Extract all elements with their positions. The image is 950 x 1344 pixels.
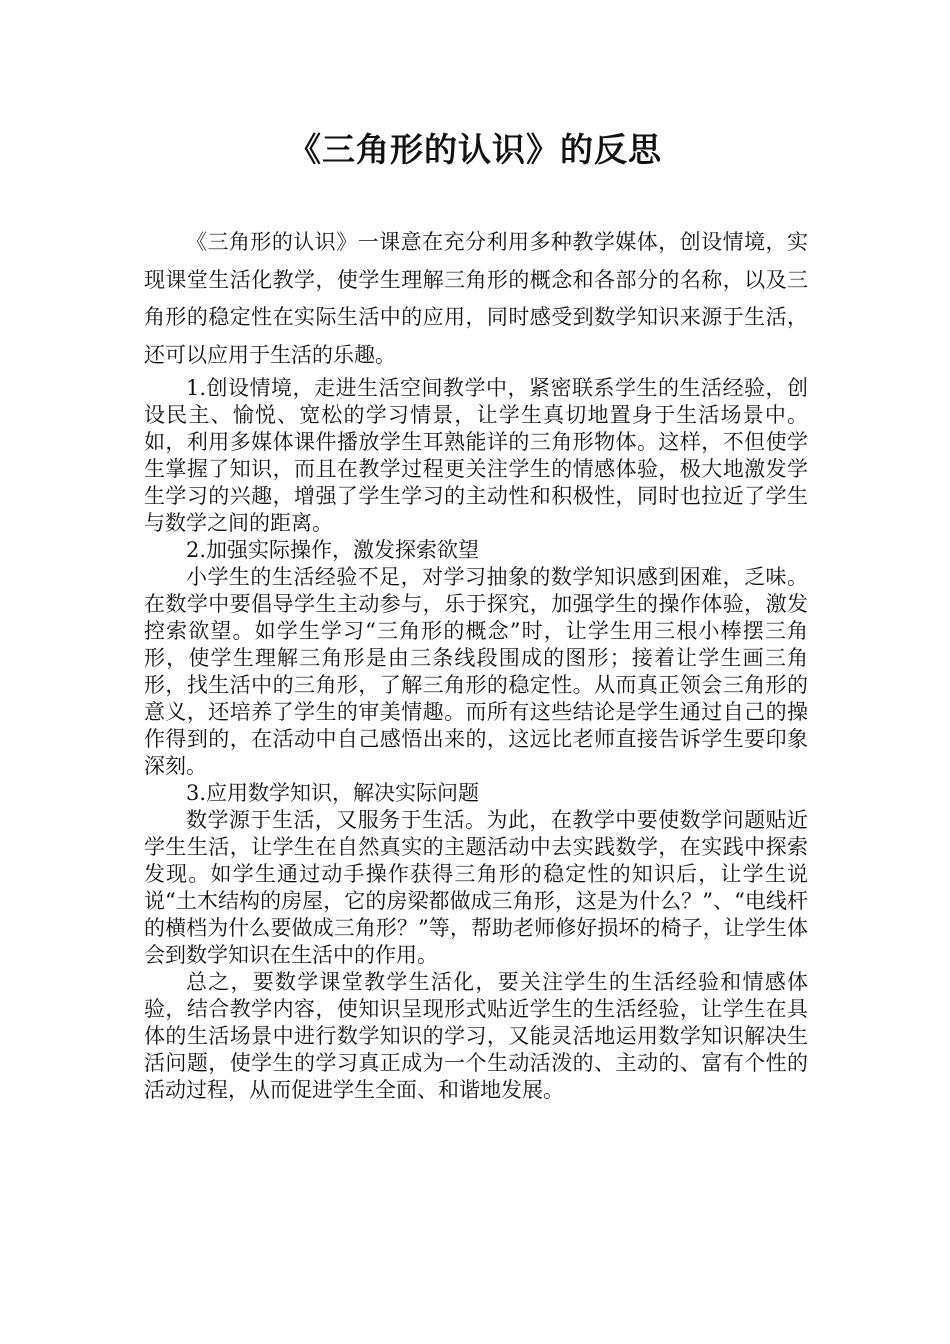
section-1-paragraph: 1.创设情境，走进生活空间教学中，紧密联系学生的生活经验，创设民主、愉悦、宽松的学习情景，让学生真切地置身于生活场景中。如，利用多媒体课件播放学生耳熟能详的三角形物体。这样，不但使学生掌握了知识，而且在教学过程更关注学生的情感体验，极大地激发学生学习的兴趣，增强了学生学习的主动性和积极性，同时也拉近了学生与数学之间的距离。 <box>144 376 808 535</box>
section-2-heading: 2.加强实际操作，激发探索欲望 <box>186 538 480 562</box>
section-3-heading: 3.应用数学知识，解决实际问题 <box>186 781 480 805</box>
conclusion-paragraph: 总之，要数学课堂教学生活化，要关注学生的生活经验和情感体验，结合教学内容，使知识呈现形式贴近学生的生活经验，让学生在具体的生活场景中进行数学知识的学习，又能灵活地运用数学知识解决生活问题，使学生的学习真正成为一个生动活泼的、主动的、富有个性的活动过程，从而促进学生全面、和谐地发展。 <box>144 970 808 1102</box>
intro-paragraph: 《三角形的认识》一课意在充分利用多种教学媒体，创设情境，实现课堂生活化教学，使学生理解三角形的概念和各部分的名称，以及三角形的稳定性在实际生活中的应用，同时感受到数学知识来源于生活，还可以应用于生活的乐趣。 <box>144 230 808 367</box>
document-body <box>144 375 808 1104</box>
section-3-paragraph: 数学源于生活，又服务于生活。为此，在教学中要使数学问题贴近学生生活，让学生在自然真实的主题活动中去实践数学，在实践中探索发现。如学生通过动手操作获得三角形的稳定性的知识后，让学生说说“土木结构的房屋，它的房梁都做成三角形，这是为什么？”、“电线杆的横档为什么要做成三角形？”等，帮助老师修好损坏的椅子，让学生体会到数学知识在生活中的作用。 <box>144 808 808 967</box>
document-title: 《三角形的认识》的反思 <box>288 130 662 169</box>
section-2-paragraph: 小学生的生活经验不足，对学习抽象的数学知识感到困难，乏味。在数学中要倡导学生主动参与，乐于探究，加强学生的操作体验，激发控索欲望。如学生学习“三角形的概念”时，让学生用三根小棒摆三角形，使学生理解三角形是由三条线段围成的图形；接着让学生画三角形，找生活中的三角形，了解三角形的稳定性。从而真正领会三角形的意义，还培养了学生的审美情趣。而所有这些结论是学生通过自己的操作得到的，在活动中自己感悟出来的，这远比老师直接告诉学生要印象深刻。 <box>144 565 808 778</box>
